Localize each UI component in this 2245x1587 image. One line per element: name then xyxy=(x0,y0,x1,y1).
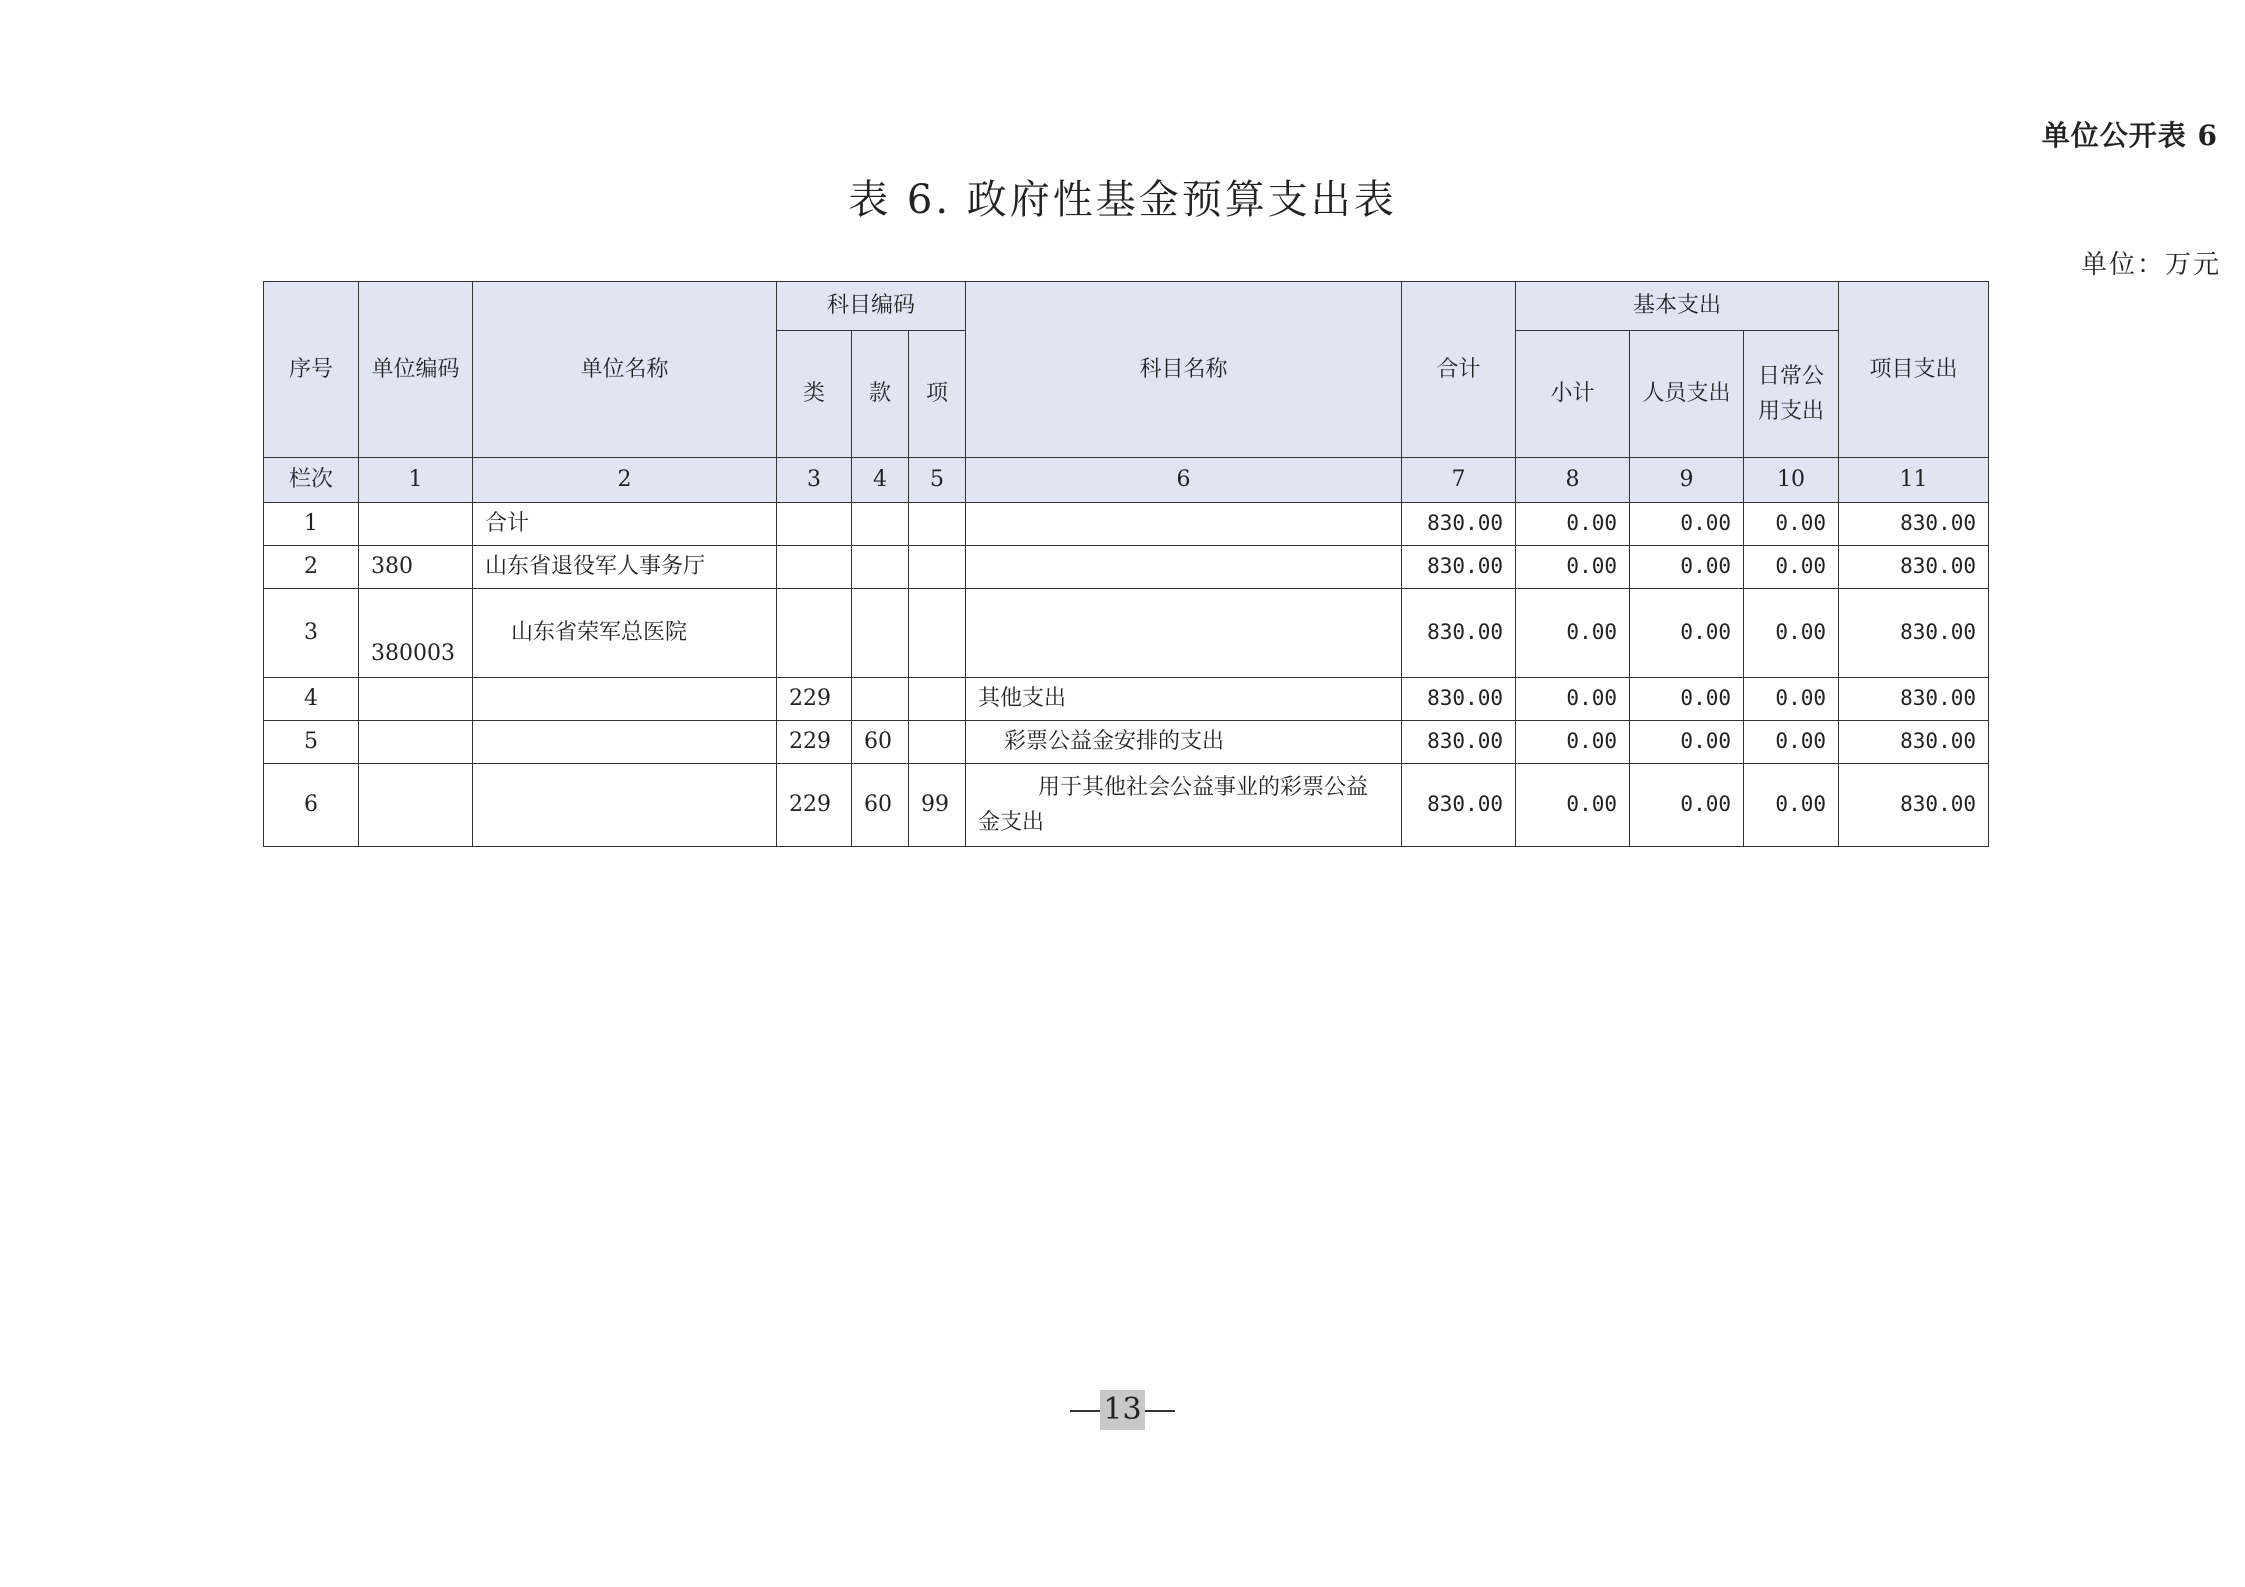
cell-subtotal: 0.00 xyxy=(1516,503,1630,546)
header-project-expenditure: 项目支出 xyxy=(1839,282,1989,458)
cell-kuan: 60 xyxy=(852,764,909,847)
column-number: 4 xyxy=(852,458,909,503)
cell-subject-name xyxy=(966,503,1402,546)
cell-subtotal: 0.00 xyxy=(1516,589,1630,678)
cell-total: 830.00 xyxy=(1402,678,1516,721)
header-xiang: 项 xyxy=(909,331,966,458)
cell-personnel: 0.00 xyxy=(1630,678,1744,721)
cell-seq: 3 xyxy=(264,589,359,678)
cell-total: 830.00 xyxy=(1402,546,1516,589)
header-subtotal: 小计 xyxy=(1516,331,1630,458)
cell-project: 830.00 xyxy=(1839,721,1989,764)
cell-unit-name xyxy=(473,678,777,721)
form-number: 单位公开表 6 xyxy=(2041,119,2218,152)
header-daily-public: 日常公用支出 xyxy=(1744,331,1839,458)
page-number-rule-right xyxy=(1145,1410,1175,1412)
cell-kuan: 60 xyxy=(852,721,909,764)
header-basic-expenditure: 基本支出 xyxy=(1516,282,1839,331)
table-row xyxy=(264,678,1989,721)
cell-unit-name xyxy=(473,764,777,847)
page-number xyxy=(0,1390,2245,1430)
cell-daily: 0.00 xyxy=(1744,546,1839,589)
cell-xiang xyxy=(909,721,966,764)
cell-xiang xyxy=(909,546,966,589)
table-row xyxy=(264,721,1989,764)
budget-table xyxy=(263,281,1989,847)
cell-xiang: 99 xyxy=(909,764,966,847)
cell-project: 830.00 xyxy=(1839,678,1989,721)
cell-seq: 1 xyxy=(264,503,359,546)
cell-kuan xyxy=(852,546,909,589)
cell-unit-code xyxy=(359,721,473,764)
header-unit-code: 单位编码 xyxy=(359,282,473,458)
cell-daily: 0.00 xyxy=(1744,678,1839,721)
cell-lei: 229 xyxy=(777,764,852,847)
cell-unit-code xyxy=(359,764,473,847)
column-number: 10 xyxy=(1744,458,1839,503)
column-number: 1 xyxy=(359,458,473,503)
column-number: 2 xyxy=(473,458,777,503)
cell-daily: 0.00 xyxy=(1744,721,1839,764)
column-number: 7 xyxy=(1402,458,1516,503)
cell-lei xyxy=(777,589,852,678)
cell-seq: 4 xyxy=(264,678,359,721)
cell-unit-name xyxy=(473,721,777,764)
column-number: 栏次 xyxy=(264,458,359,503)
cell-total: 830.00 xyxy=(1402,764,1516,847)
cell-seq: 2 xyxy=(264,546,359,589)
table-row xyxy=(264,764,1989,847)
cell-subject-name: 其他支出 xyxy=(966,678,1402,721)
cell-project: 830.00 xyxy=(1839,589,1989,678)
cell-project: 830.00 xyxy=(1839,764,1989,847)
cell-unit-code: 380 xyxy=(359,546,473,589)
cell-seq: 5 xyxy=(264,721,359,764)
cell-subtotal: 0.00 xyxy=(1516,678,1630,721)
cell-personnel: 0.00 xyxy=(1630,546,1744,589)
page-number-value: 13 xyxy=(1100,1390,1144,1430)
cell-kuan xyxy=(852,678,909,721)
column-number-row xyxy=(264,458,1989,503)
cell-personnel: 0.00 xyxy=(1630,503,1744,546)
unit-label: 单位：万元 xyxy=(2080,250,2221,280)
cell-seq: 6 xyxy=(264,764,359,847)
cell-personnel: 0.00 xyxy=(1630,589,1744,678)
column-number: 9 xyxy=(1630,458,1744,503)
table-row xyxy=(264,503,1989,546)
cell-unit-name: 山东省退役军人事务厅 xyxy=(473,546,777,589)
cell-kuan xyxy=(852,503,909,546)
cell-total: 830.00 xyxy=(1402,589,1516,678)
table-row xyxy=(264,546,1989,589)
header-subject-name: 科目名称 xyxy=(966,282,1402,458)
header-seq: 序号 xyxy=(264,282,359,458)
cell-project: 830.00 xyxy=(1839,503,1989,546)
cell-personnel: 0.00 xyxy=(1630,764,1744,847)
cell-subject-name: 彩票公益金安排的支出 xyxy=(966,721,1402,764)
header-subject-code: 科目编码 xyxy=(777,282,966,331)
cell-unit-name: 山东省荣军总医院 xyxy=(473,589,777,678)
page-number-rule-left xyxy=(1070,1410,1100,1412)
cell-kuan xyxy=(852,589,909,678)
cell-daily: 0.00 xyxy=(1744,764,1839,847)
cell-subject-name: 用于其他社会公益事业的彩票公益金支出 xyxy=(966,764,1402,847)
header-unit-name: 单位名称 xyxy=(473,282,777,458)
column-number: 3 xyxy=(777,458,852,503)
cell-unit-name: 合计 xyxy=(473,503,777,546)
cell-total: 830.00 xyxy=(1402,503,1516,546)
cell-personnel: 0.00 xyxy=(1630,721,1744,764)
cell-subject-name xyxy=(966,546,1402,589)
column-number: 11 xyxy=(1839,458,1989,503)
cell-xiang xyxy=(909,589,966,678)
cell-project: 830.00 xyxy=(1839,546,1989,589)
header-total: 合计 xyxy=(1402,282,1516,458)
header-lei: 类 xyxy=(777,331,852,458)
cell-subtotal: 0.00 xyxy=(1516,764,1630,847)
cell-xiang xyxy=(909,503,966,546)
cell-lei: 229 xyxy=(777,721,852,764)
cell-subtotal: 0.00 xyxy=(1516,721,1630,764)
column-number: 6 xyxy=(966,458,1402,503)
cell-xiang xyxy=(909,678,966,721)
cell-lei xyxy=(777,503,852,546)
header-personnel: 人员支出 xyxy=(1630,331,1744,458)
cell-lei: 229 xyxy=(777,678,852,721)
cell-daily: 0.00 xyxy=(1744,589,1839,678)
column-number: 8 xyxy=(1516,458,1630,503)
page-title: 表 6. 政府性基金预算支出表 xyxy=(848,177,1397,223)
cell-subtotal: 0.00 xyxy=(1516,546,1630,589)
cell-unit-code xyxy=(359,678,473,721)
column-number: 5 xyxy=(909,458,966,503)
cell-subject-name xyxy=(966,589,1402,678)
cell-unit-code xyxy=(359,503,473,546)
table-row xyxy=(264,589,1989,678)
cell-unit-code: 380003 xyxy=(359,589,473,678)
cell-total: 830.00 xyxy=(1402,721,1516,764)
cell-lei xyxy=(777,546,852,589)
header-kuan: 款 xyxy=(852,331,909,458)
cell-daily: 0.00 xyxy=(1744,503,1839,546)
